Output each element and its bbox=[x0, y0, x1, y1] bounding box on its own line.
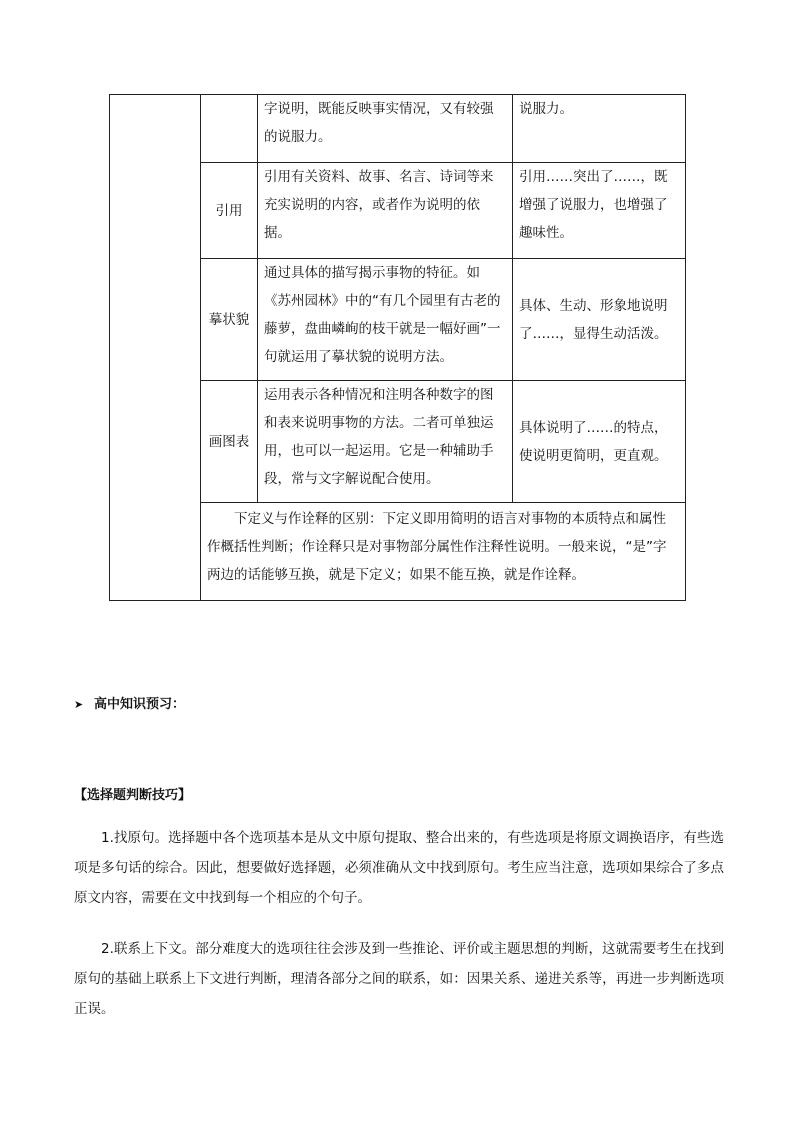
category-column-cell bbox=[110, 95, 201, 601]
method-description-cell: 运用表示各种情况和注明各种数字的图和表来说明事物的方法。二者可单独运用，也可以一起运用。它是一种辅助手段，常与文字解说配合使用。 bbox=[258, 381, 513, 503]
method-name-cell: 摹状貌 bbox=[201, 259, 258, 381]
methods-table-grid bbox=[109, 94, 686, 601]
method-name-cell bbox=[201, 95, 258, 163]
technique-paragraph-2: 2.联系上下文。部分难度大的选项往往会涉及到一些推论、评价或主题思想的判断，这就需要考生在找到原句的基础上联系上下文进行判断，理清各部分之间的联系，如：因果关系、递进关系等，再进一步判断选项正误。 bbox=[74, 941, 724, 1017]
technique-paragraph-1: 1.找原句。选择题中各个选项基本是从文中原句提取、整合出来的，有些选项是将原文调换语序，有些选项是多句话的综合。因此，想要做好选择题，必须准确从文中找到原句。考生应当注意，选项如果综合了多点原文内容，需要在文中找到每一个相应的个句子。 bbox=[74, 830, 724, 906]
method-description-cell: 字说明，既能反映事实情况，又有较强的说服力。 bbox=[258, 95, 513, 163]
section-heading bbox=[74, 693, 185, 712]
table-row bbox=[110, 95, 686, 163]
method-effect-cell: 具体说明了……的特点，使说明更简明，更直观。 bbox=[513, 381, 686, 503]
arrow-bullet-icon: ➤ bbox=[74, 698, 84, 711]
method-description-cell: 引用有关资料、故事、名言、诗词等来充实说明的内容，或者作为说明的依据。 bbox=[258, 163, 513, 259]
techniques-title: 【选择题判断技巧】 bbox=[74, 788, 192, 803]
method-effect-cell: 说服力。 bbox=[513, 95, 686, 163]
definition-note-cell: 下定义与作诠释的区别：下定义即用简明的语言对事物的本质特点和属性作概括性判断；作诠释只是对事物部分属性作注释性说明。一般来说，“是”字两边的话能够互换，就是下定义；如果不能互换，就是作诠释。 bbox=[201, 503, 686, 601]
method-name-cell: 画图表 bbox=[201, 381, 258, 503]
explanation-methods-table bbox=[109, 94, 685, 601]
section-heading-text: 高中知识预习： bbox=[94, 697, 186, 712]
method-name-cell: 引用 bbox=[201, 163, 258, 259]
method-effect-cell: 引用……突出了……，既增强了说服力，也增强了趣味性。 bbox=[513, 163, 686, 259]
method-effect-cell: 具体、生动、形象地说明了……，显得生动活泼。 bbox=[513, 259, 686, 381]
method-description-cell: 通过具体的描写揭示事物的特征。如《苏州园林》中的“有几个园里有古老的藤萝，盘曲嶙峋的枝干就是一幅好画”一句就运用了摹状貌的说明方法。 bbox=[258, 259, 513, 381]
